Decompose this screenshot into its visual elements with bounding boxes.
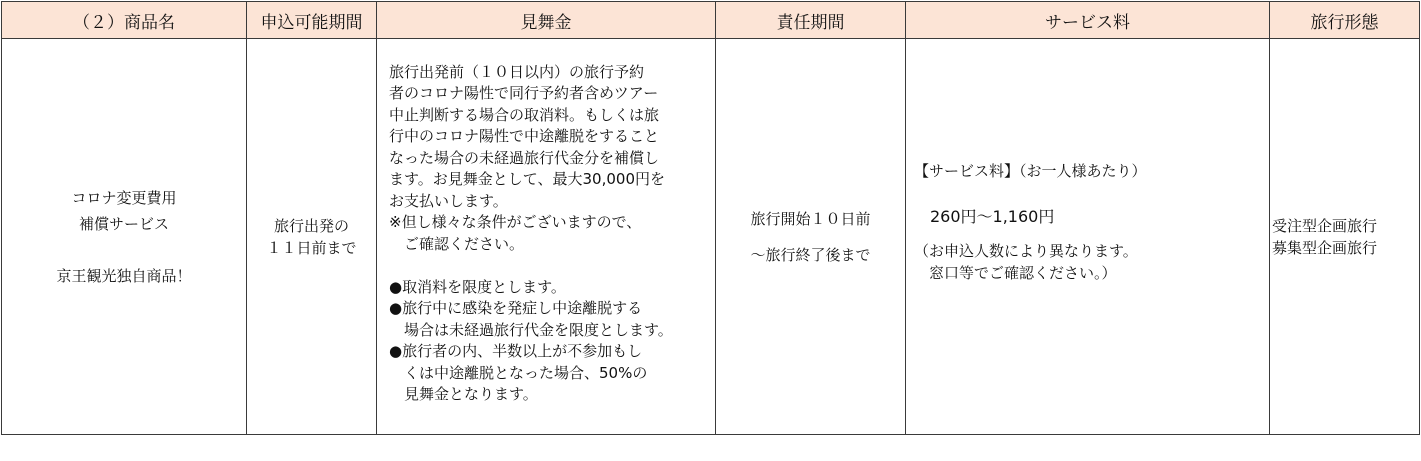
header-responsibility: 責任期間 [716, 2, 906, 39]
apply-period-line: 旅行出発の [273, 216, 349, 235]
product-name [2, 185, 246, 237]
service-fee-heading: 【サービス料】（お一人様あたり） [914, 161, 1147, 180]
mimai-bullet: ●旅行者の内、半数以上が不参加もし [389, 342, 643, 360]
header-service-fee: サービス料 [906, 2, 1270, 39]
mimai-line: 者のコロナ陽性で同行予約者含めツアー [389, 84, 659, 102]
cell-responsibility [716, 39, 906, 435]
travel-type-line: 受注型企画旅行 [1272, 216, 1378, 235]
mimai-bullet: 場合は未経過旅行代金を限度とします。 [389, 320, 673, 339]
product-name-line: 補償サービス [78, 214, 169, 233]
product-info-table [1, 1, 1420, 435]
travel-type-line: 募集型企画旅行 [1272, 238, 1378, 257]
mimai-line: ます。お見舞金として、最大30,000円を [389, 170, 665, 188]
mimai-line: ご確認ください。 [389, 234, 525, 253]
cell-product [2, 39, 247, 435]
mimai-line: 行中のコロナ陽性で中途離脱をすること [389, 127, 660, 145]
mimai-description [389, 62, 715, 256]
table-row [2, 39, 1420, 435]
header-apply-period: 申込可能期間 [247, 2, 377, 39]
product-tagline: 京王観光独自商品！ [56, 266, 192, 285]
header-travel-type: 旅行形態 [1270, 2, 1420, 39]
mimai-line: なった場合の未経過旅行代金分を補償し [389, 148, 660, 167]
service-fee-amount: 260円～1,160円 [914, 206, 1055, 226]
cell-mimai [377, 39, 716, 435]
service-fee-note: 窓口等でご確認ください。） [914, 263, 1117, 282]
mimai-bullet: 見舞金となります。 [389, 385, 538, 403]
header-mimai: 見舞金 [377, 2, 716, 39]
mimai-line: 中止判断する場合の取消料。もしくは旅 [389, 105, 660, 124]
service-fee-note: （お申込人数により異なります。 [914, 241, 1138, 260]
cell-travel-type [1270, 39, 1420, 435]
mimai-bullet: ●旅行中に感染を発症し中途離脱する [389, 299, 643, 317]
responsibility-line: 旅行開始１０日前 [750, 209, 871, 228]
mimai-line: 旅行出発前（１０日以内）の旅行予約 [389, 62, 645, 81]
header-row [2, 2, 1420, 39]
apply-period-line: １１日前まで [266, 238, 357, 257]
product-name-line: コロナ変更費用 [71, 188, 177, 207]
mimai-bullet: くは中途離脱となった場合、50%の [389, 363, 648, 382]
mimai-bullet-list [389, 277, 715, 406]
mimai-bullet: ●取消料を限度とします。 [389, 277, 566, 296]
mimai-line: ※但し様々な条件がございますので、 [389, 213, 642, 231]
cell-apply-period [247, 39, 377, 435]
responsibility-line: ～旅行終了後まで [750, 245, 871, 264]
header-product: （２）商品名 [2, 2, 247, 39]
cell-service-fee [906, 39, 1270, 435]
mimai-line: お支払いします。 [389, 191, 508, 210]
